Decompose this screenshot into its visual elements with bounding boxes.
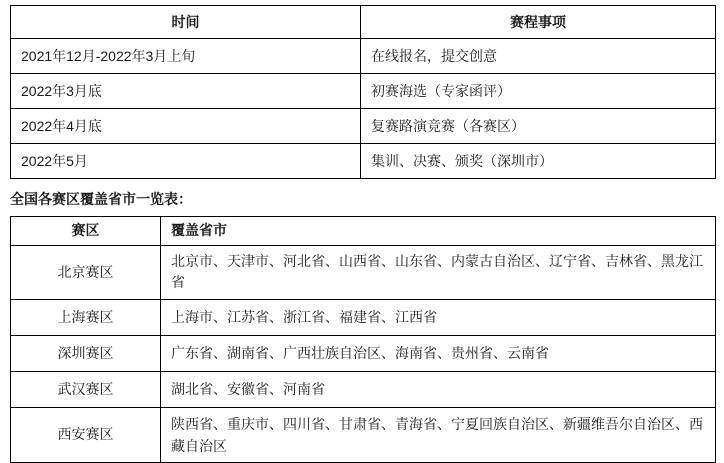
region-cell-name: 西安赛区 <box>11 408 161 463</box>
region-table-body <box>11 245 716 463</box>
region-cell-name: 深圳赛区 <box>11 336 161 372</box>
schedule-table-header <box>11 6 716 39</box>
region-cell-cover: 湖北省、安徽省、河南省 <box>161 372 716 408</box>
schedule-header-item: 赛程事项 <box>361 6 716 39</box>
table-row <box>11 245 716 299</box>
table-row <box>11 74 716 109</box>
region-cell-cover: 陕西省、重庆市、四川省、甘肃省、青海省、宁夏回族自治区、新疆维吾尔自治区、西藏自治区 <box>161 408 716 463</box>
schedule-cell-item: 复赛路演竞赛（各赛区） <box>361 109 716 144</box>
table-row <box>11 144 716 179</box>
region-table-header <box>11 217 716 246</box>
schedule-header-time: 时间 <box>11 6 361 39</box>
schedule-cell-item: 初赛海选（专家函评） <box>361 74 716 109</box>
table-row <box>11 300 716 336</box>
region-header-cover: 覆盖省市 <box>161 217 716 246</box>
table-row <box>11 39 716 74</box>
schedule-cell-time: 2021年12月-2022年3月上旬 <box>11 39 361 74</box>
schedule-cell-time: 2022年5月 <box>11 144 361 179</box>
region-cell-cover: 北京市、天津市、河北省、山西省、山东省、内蒙古自治区、辽宁省、吉林省、黑龙江省 <box>161 245 716 299</box>
table-row <box>11 408 716 463</box>
table-row <box>11 336 716 372</box>
region-coverage-table <box>10 216 716 463</box>
section-title: 全国各赛区覆盖省市一览表： <box>10 191 192 207</box>
schedule-cell-time: 2022年3月底 <box>11 74 361 109</box>
table-header-row <box>11 6 716 39</box>
schedule-cell-item: 在线报名，提交创意 <box>361 39 716 74</box>
schedule-table-body <box>11 39 716 179</box>
region-cell-cover: 广东省、湖南省、广西壮族自治区、海南省、贵州省、云南省 <box>161 336 716 372</box>
schedule-cell-time: 2022年4月底 <box>11 109 361 144</box>
table-header-row <box>11 217 716 246</box>
schedule-cell-item: 集训、决赛、颁奖（深圳市） <box>361 144 716 179</box>
region-cell-name: 武汉赛区 <box>11 372 161 408</box>
region-cell-name: 上海赛区 <box>11 300 161 336</box>
region-cell-name: 北京赛区 <box>11 245 161 299</box>
competition-schedule-table <box>10 5 716 179</box>
table-row <box>11 109 716 144</box>
region-header-region: 赛区 <box>11 217 161 246</box>
region-cell-cover: 上海市、江苏省、浙江省、福建省、江西省 <box>161 300 716 336</box>
table-row <box>11 372 716 408</box>
